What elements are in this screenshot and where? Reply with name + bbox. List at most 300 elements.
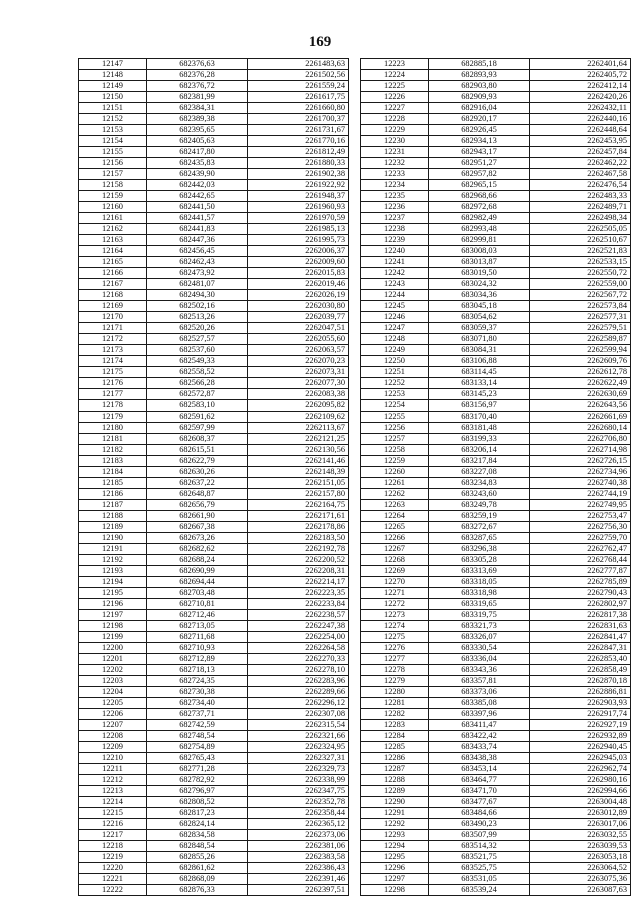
y-coordinate-cell: 2261483,63 <box>248 59 349 70</box>
x-coordinate-cell: 683453,14 <box>429 764 530 775</box>
point-number-cell: 12259 <box>361 455 429 466</box>
x-coordinate-cell: 682615,51 <box>147 444 248 455</box>
point-number-cell: 12152 <box>79 114 147 125</box>
x-coordinate-cell: 682730,38 <box>147 686 248 697</box>
x-coordinate-cell: 682648,87 <box>147 488 248 499</box>
point-number-cell: 12204 <box>79 686 147 697</box>
x-coordinate-cell: 682876,33 <box>147 885 248 896</box>
point-number-cell: 12261 <box>361 477 429 488</box>
x-coordinate-cell: 683243,60 <box>429 488 530 499</box>
y-coordinate-cell: 2262270,33 <box>248 653 349 664</box>
y-coordinate-cell: 2262141,46 <box>248 455 349 466</box>
y-coordinate-cell: 2262307,08 <box>248 708 349 719</box>
point-number-cell: 12294 <box>361 841 429 852</box>
x-coordinate-cell: 683507,99 <box>429 830 530 841</box>
y-coordinate-cell: 2262397,51 <box>248 885 349 896</box>
y-coordinate-cell: 2262841,47 <box>530 631 631 642</box>
y-coordinate-cell: 2262015,83 <box>248 268 349 279</box>
table-row <box>79 730 349 741</box>
y-coordinate-cell: 2262151,05 <box>248 477 349 488</box>
y-coordinate-cell: 2262917,74 <box>530 708 631 719</box>
point-number-cell: 12218 <box>79 841 147 852</box>
x-coordinate-cell: 682943,17 <box>429 147 530 158</box>
point-number-cell: 12148 <box>79 70 147 81</box>
x-coordinate-cell: 683330,54 <box>429 642 530 653</box>
y-coordinate-cell: 2261660,80 <box>248 103 349 114</box>
y-coordinate-cell: 2262358,44 <box>248 808 349 819</box>
y-coordinate-cell: 2262643,56 <box>530 400 631 411</box>
point-number-cell: 12184 <box>79 466 147 477</box>
table-row <box>361 730 631 741</box>
x-coordinate-cell: 682713,05 <box>147 620 248 631</box>
table-row <box>361 653 631 664</box>
y-coordinate-cell: 2262630,69 <box>530 389 631 400</box>
y-coordinate-cell: 2262383,58 <box>248 852 349 863</box>
x-coordinate-cell: 683024,32 <box>429 279 530 290</box>
point-number-cell: 12267 <box>361 543 429 554</box>
y-coordinate-cell: 2262039,77 <box>248 312 349 323</box>
point-number-cell: 12169 <box>79 301 147 312</box>
y-coordinate-cell: 2262847,31 <box>530 642 631 653</box>
x-coordinate-cell: 683477,67 <box>429 797 530 808</box>
y-coordinate-cell: 2262283,96 <box>248 675 349 686</box>
point-number-cell: 12224 <box>361 70 429 81</box>
table-row <box>361 279 631 290</box>
point-number-cell: 12193 <box>79 565 147 576</box>
table-row <box>79 378 349 389</box>
x-coordinate-cell: 683106,88 <box>429 356 530 367</box>
x-coordinate-cell: 683438,38 <box>429 752 530 763</box>
x-coordinate-cell: 682951,27 <box>429 158 530 169</box>
point-number-cell: 12260 <box>361 466 429 477</box>
table-row <box>361 444 631 455</box>
point-number-cell: 12291 <box>361 808 429 819</box>
x-coordinate-cell: 682916,04 <box>429 103 530 114</box>
y-coordinate-cell: 2262192,78 <box>248 543 349 554</box>
point-number-cell: 12287 <box>361 764 429 775</box>
y-coordinate-cell: 2261922,92 <box>248 180 349 191</box>
y-coordinate-cell: 2262505,05 <box>530 224 631 235</box>
table-row <box>361 576 631 587</box>
table-row <box>79 147 349 158</box>
x-coordinate-cell: 683319,65 <box>429 598 530 609</box>
x-coordinate-cell: 682583,10 <box>147 400 248 411</box>
y-coordinate-cell: 2262886,81 <box>530 686 631 697</box>
point-number-cell: 12297 <box>361 874 429 885</box>
point-number-cell: 12282 <box>361 708 429 719</box>
table-row <box>361 852 631 863</box>
point-number-cell: 12233 <box>361 169 429 180</box>
y-coordinate-cell: 2262927,19 <box>530 719 631 730</box>
point-number-cell: 12266 <box>361 532 429 543</box>
point-number-cell: 12213 <box>79 786 147 797</box>
table-row <box>79 808 349 819</box>
y-coordinate-cell: 2262753,47 <box>530 510 631 521</box>
table-row <box>79 609 349 620</box>
point-number-cell: 12167 <box>79 279 147 290</box>
table-row <box>79 59 349 70</box>
table-row <box>361 521 631 532</box>
y-coordinate-cell: 2262533,15 <box>530 257 631 268</box>
point-number-cell: 12275 <box>361 631 429 642</box>
point-number-cell: 12264 <box>361 510 429 521</box>
y-coordinate-cell: 2262233,84 <box>248 598 349 609</box>
y-coordinate-cell: 2262510,67 <box>530 235 631 246</box>
table-row <box>79 422 349 433</box>
y-coordinate-cell: 2263017,06 <box>530 819 631 830</box>
table-row <box>361 169 631 180</box>
y-coordinate-cell: 2262321,66 <box>248 730 349 741</box>
point-number-cell: 12160 <box>79 202 147 213</box>
table-row <box>79 268 349 279</box>
table-row <box>79 103 349 114</box>
x-coordinate-cell: 683313,69 <box>429 565 530 576</box>
table-row <box>79 488 349 499</box>
table-row <box>79 598 349 609</box>
y-coordinate-cell: 2262489,71 <box>530 202 631 213</box>
y-coordinate-cell: 2262164,75 <box>248 499 349 510</box>
x-coordinate-cell: 682537,60 <box>147 345 248 356</box>
x-coordinate-cell: 682384,31 <box>147 103 248 114</box>
x-coordinate-cell: 682817,23 <box>147 808 248 819</box>
point-number-cell: 12274 <box>361 620 429 631</box>
point-number-cell: 12238 <box>361 224 429 235</box>
y-coordinate-cell: 2261770,16 <box>248 136 349 147</box>
x-coordinate-cell: 682718,13 <box>147 664 248 675</box>
x-coordinate-cell: 683008,03 <box>429 246 530 257</box>
x-coordinate-cell: 682861,62 <box>147 863 248 874</box>
table-row <box>361 620 631 631</box>
x-coordinate-cell: 682395,65 <box>147 125 248 136</box>
x-coordinate-cell: 683471,70 <box>429 786 530 797</box>
point-number-cell: 12197 <box>79 609 147 620</box>
y-coordinate-cell: 2262440,16 <box>530 114 631 125</box>
y-coordinate-cell: 2261812,49 <box>248 147 349 158</box>
table-row <box>361 808 631 819</box>
x-coordinate-cell: 682389,38 <box>147 114 248 125</box>
y-coordinate-cell: 2262612,78 <box>530 367 631 378</box>
table-row <box>79 686 349 697</box>
y-coordinate-cell: 2262391,46 <box>248 874 349 885</box>
table-row <box>79 554 349 565</box>
x-coordinate-cell: 682748,54 <box>147 730 248 741</box>
table-row <box>361 323 631 334</box>
y-coordinate-cell: 2262289,66 <box>248 686 349 697</box>
table-row <box>361 301 631 312</box>
x-coordinate-cell: 682442,03 <box>147 180 248 191</box>
y-coordinate-cell: 2262109,62 <box>248 411 349 422</box>
x-coordinate-cell: 682968,66 <box>429 191 530 202</box>
table-row <box>361 532 631 543</box>
table-row <box>361 389 631 400</box>
y-coordinate-cell: 2262329,73 <box>248 764 349 775</box>
table-row <box>79 345 349 356</box>
x-coordinate-cell: 682982,49 <box>429 213 530 224</box>
y-coordinate-cell: 2262178,86 <box>248 521 349 532</box>
point-number-cell: 12181 <box>79 433 147 444</box>
table-row <box>361 719 631 730</box>
table-row <box>361 819 631 830</box>
point-number-cell: 12155 <box>79 147 147 158</box>
table-row <box>361 741 631 752</box>
table-row <box>361 863 631 874</box>
y-coordinate-cell: 2262381,06 <box>248 841 349 852</box>
point-number-cell: 12183 <box>79 455 147 466</box>
point-number-cell: 12225 <box>361 81 429 92</box>
table-row <box>361 697 631 708</box>
table-row <box>79 466 349 477</box>
y-coordinate-cell: 2263039,53 <box>530 841 631 852</box>
point-number-cell: 12280 <box>361 686 429 697</box>
point-number-cell: 12219 <box>79 852 147 863</box>
point-number-cell: 12157 <box>79 169 147 180</box>
point-number-cell: 12290 <box>361 797 429 808</box>
point-number-cell: 12200 <box>79 642 147 653</box>
table-row <box>361 686 631 697</box>
point-number-cell: 12234 <box>361 180 429 191</box>
x-coordinate-cell: 682690,99 <box>147 565 248 576</box>
table-row <box>361 268 631 279</box>
point-number-cell: 12186 <box>79 488 147 499</box>
point-number-cell: 12159 <box>79 191 147 202</box>
point-number-cell: 12263 <box>361 499 429 510</box>
table-row <box>361 455 631 466</box>
y-coordinate-cell: 2262476,54 <box>530 180 631 191</box>
table-row <box>361 191 631 202</box>
point-number-cell: 12190 <box>79 532 147 543</box>
x-coordinate-cell: 682920,17 <box>429 114 530 125</box>
point-number-cell: 12252 <box>361 378 429 389</box>
point-number-cell: 12230 <box>361 136 429 147</box>
point-number-cell: 12272 <box>361 598 429 609</box>
x-coordinate-cell: 682754,89 <box>147 741 248 752</box>
x-coordinate-cell: 682855,26 <box>147 852 248 863</box>
point-number-cell: 12207 <box>79 719 147 730</box>
table-row <box>79 356 349 367</box>
point-number-cell: 12239 <box>361 235 429 246</box>
y-coordinate-cell: 2262831,63 <box>530 620 631 631</box>
table-row <box>361 103 631 114</box>
x-coordinate-cell: 682993,48 <box>429 224 530 235</box>
point-number-cell: 12243 <box>361 279 429 290</box>
x-coordinate-cell: 683411,47 <box>429 719 530 730</box>
table-row <box>361 246 631 257</box>
table-row <box>79 587 349 598</box>
y-coordinate-cell: 2263075,36 <box>530 874 631 885</box>
x-coordinate-cell: 682376,28 <box>147 70 248 81</box>
y-coordinate-cell: 2262759,70 <box>530 532 631 543</box>
x-coordinate-cell: 682742,59 <box>147 719 248 730</box>
y-coordinate-cell: 2262853,40 <box>530 653 631 664</box>
point-number-cell: 12248 <box>361 334 429 345</box>
table-row <box>79 477 349 488</box>
x-coordinate-cell: 682527,57 <box>147 334 248 345</box>
table-row <box>361 224 631 235</box>
point-number-cell: 12286 <box>361 752 429 763</box>
x-coordinate-cell: 683385,08 <box>429 697 530 708</box>
y-coordinate-cell: 2262453,95 <box>530 136 631 147</box>
y-coordinate-cell: 2262278,10 <box>248 664 349 675</box>
y-coordinate-cell: 2261985,13 <box>248 224 349 235</box>
x-coordinate-cell: 682441,83 <box>147 224 248 235</box>
table-row <box>361 499 631 510</box>
y-coordinate-cell: 2262063,57 <box>248 345 349 356</box>
y-coordinate-cell: 2261617,75 <box>248 92 349 103</box>
y-coordinate-cell: 2262744,19 <box>530 488 631 499</box>
x-coordinate-cell: 682558,52 <box>147 367 248 378</box>
point-number-cell: 12208 <box>79 730 147 741</box>
table-row <box>79 631 349 642</box>
y-coordinate-cell: 2262412,14 <box>530 81 631 92</box>
point-number-cell: 12227 <box>361 103 429 114</box>
x-coordinate-cell: 682381,99 <box>147 92 248 103</box>
table-row <box>361 411 631 422</box>
y-coordinate-cell: 2262365,12 <box>248 819 349 830</box>
point-number-cell: 12166 <box>79 268 147 279</box>
table-row <box>361 841 631 852</box>
table-row <box>79 499 349 510</box>
table-row <box>361 543 631 554</box>
table-row <box>361 775 631 786</box>
point-number-cell: 12285 <box>361 741 429 752</box>
x-coordinate-cell: 683464,77 <box>429 775 530 786</box>
x-coordinate-cell: 683170,40 <box>429 411 530 422</box>
table-row <box>361 213 631 224</box>
table-row <box>79 444 349 455</box>
x-coordinate-cell: 683181,48 <box>429 422 530 433</box>
y-coordinate-cell: 2261502,56 <box>248 70 349 81</box>
y-coordinate-cell: 2262006,37 <box>248 246 349 257</box>
y-coordinate-cell: 2262714,98 <box>530 444 631 455</box>
x-coordinate-cell: 682572,87 <box>147 389 248 400</box>
x-coordinate-cell: 682456,45 <box>147 246 248 257</box>
y-coordinate-cell: 2262148,39 <box>248 466 349 477</box>
point-number-cell: 12196 <box>79 598 147 609</box>
y-coordinate-cell: 2262009,60 <box>248 257 349 268</box>
y-coordinate-cell: 2262756,30 <box>530 521 631 532</box>
point-number-cell: 12182 <box>79 444 147 455</box>
table-row <box>361 786 631 797</box>
x-coordinate-cell: 682435,83 <box>147 158 248 169</box>
y-coordinate-cell: 2262802,97 <box>530 598 631 609</box>
table-row <box>361 356 631 367</box>
point-number-cell: 12174 <box>79 356 147 367</box>
point-number-cell: 12199 <box>79 631 147 642</box>
point-number-cell: 12179 <box>79 411 147 422</box>
table-row <box>79 235 349 246</box>
x-coordinate-cell: 683272,67 <box>429 521 530 532</box>
point-number-cell: 12229 <box>361 125 429 136</box>
x-coordinate-cell: 682608,37 <box>147 433 248 444</box>
y-coordinate-cell: 2262903,93 <box>530 697 631 708</box>
x-coordinate-cell: 682473,92 <box>147 268 248 279</box>
y-coordinate-cell: 2262352,78 <box>248 797 349 808</box>
table-row <box>79 841 349 852</box>
table-row <box>361 114 631 125</box>
x-coordinate-cell: 683156,97 <box>429 400 530 411</box>
table-row <box>79 70 349 81</box>
table-row <box>79 775 349 786</box>
point-number-cell: 12171 <box>79 323 147 334</box>
table-row <box>361 708 631 719</box>
point-number-cell: 12189 <box>79 521 147 532</box>
point-number-cell: 12251 <box>361 367 429 378</box>
y-coordinate-cell: 2262026,19 <box>248 290 349 301</box>
x-coordinate-cell: 682909,93 <box>429 92 530 103</box>
table-row <box>79 863 349 874</box>
y-coordinate-cell: 2262749,95 <box>530 499 631 510</box>
y-coordinate-cell: 2262980,16 <box>530 775 631 786</box>
x-coordinate-cell: 682710,93 <box>147 642 248 653</box>
x-coordinate-cell: 683373,06 <box>429 686 530 697</box>
y-coordinate-cell: 2262315,54 <box>248 719 349 730</box>
y-coordinate-cell: 2262077,30 <box>248 378 349 389</box>
x-coordinate-cell: 683484,66 <box>429 808 530 819</box>
table-row <box>79 620 349 631</box>
y-coordinate-cell: 2263064,52 <box>530 863 631 874</box>
table-row <box>361 554 631 565</box>
x-coordinate-cell: 683321,73 <box>429 620 530 631</box>
x-coordinate-cell: 682824,14 <box>147 819 248 830</box>
x-coordinate-cell: 682724,35 <box>147 675 248 686</box>
point-number-cell: 12202 <box>79 664 147 675</box>
y-coordinate-cell: 2261731,67 <box>248 125 349 136</box>
x-coordinate-cell: 682417,80 <box>147 147 248 158</box>
y-coordinate-cell: 2262589,87 <box>530 334 631 345</box>
x-coordinate-cell: 682439,90 <box>147 169 248 180</box>
table-row <box>361 488 631 499</box>
point-number-cell: 12237 <box>361 213 429 224</box>
point-number-cell: 12228 <box>361 114 429 125</box>
y-coordinate-cell: 2262401,64 <box>530 59 631 70</box>
point-number-cell: 12161 <box>79 213 147 224</box>
point-number-cell: 12211 <box>79 764 147 775</box>
x-coordinate-cell: 683199,33 <box>429 433 530 444</box>
x-coordinate-cell: 682637,22 <box>147 477 248 488</box>
y-coordinate-cell: 2261970,59 <box>248 213 349 224</box>
table-row <box>79 510 349 521</box>
y-coordinate-cell: 2262448,64 <box>530 125 631 136</box>
table-row <box>79 246 349 257</box>
table-row <box>79 290 349 301</box>
y-coordinate-cell: 2262870,18 <box>530 675 631 686</box>
x-coordinate-cell: 682808,52 <box>147 797 248 808</box>
table-row <box>79 675 349 686</box>
x-coordinate-cell: 683336,04 <box>429 653 530 664</box>
y-coordinate-cell: 2262420,26 <box>530 92 631 103</box>
y-coordinate-cell: 2262622,49 <box>530 378 631 389</box>
y-coordinate-cell: 2262768,44 <box>530 554 631 565</box>
x-coordinate-cell: 682688,24 <box>147 554 248 565</box>
table-row <box>361 312 631 323</box>
x-coordinate-cell: 683145,23 <box>429 389 530 400</box>
table-row <box>361 764 631 775</box>
y-coordinate-cell: 2262740,38 <box>530 477 631 488</box>
point-number-cell: 12194 <box>79 576 147 587</box>
point-number-cell: 12231 <box>361 147 429 158</box>
point-number-cell: 12180 <box>79 422 147 433</box>
y-coordinate-cell: 2262030,80 <box>248 301 349 312</box>
y-coordinate-cell: 2262113,67 <box>248 422 349 433</box>
point-number-cell: 12170 <box>79 312 147 323</box>
x-coordinate-cell: 683206,14 <box>429 444 530 455</box>
table-row <box>361 70 631 81</box>
y-coordinate-cell: 2262858,49 <box>530 664 631 675</box>
y-coordinate-cell: 2262521,83 <box>530 246 631 257</box>
y-coordinate-cell: 2261880,33 <box>248 158 349 169</box>
y-coordinate-cell: 2262962,74 <box>530 764 631 775</box>
x-coordinate-cell: 683045,18 <box>429 301 530 312</box>
